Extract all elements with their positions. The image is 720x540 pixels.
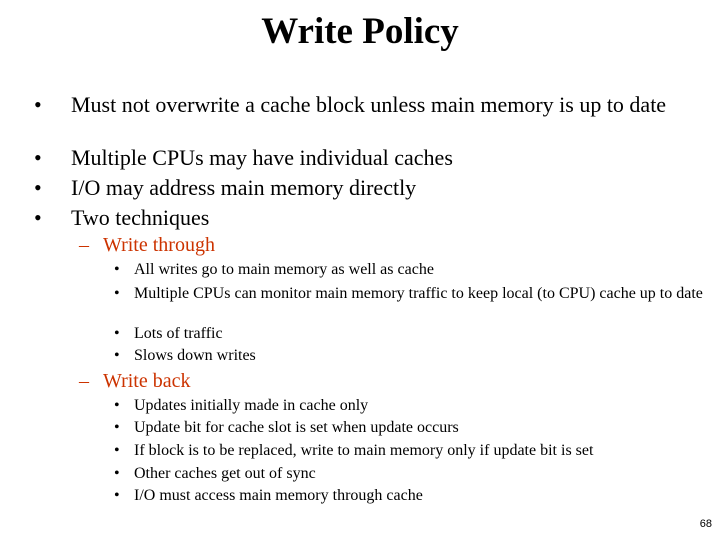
technique-write-through: [79, 233, 215, 257]
sub-bullet-text: Slows down writes: [134, 347, 256, 364]
dash-icon: –: [79, 370, 89, 392]
bullet-icon: •: [34, 145, 42, 170]
bullet-icon: •: [34, 92, 42, 117]
bullet-icon: •: [114, 261, 120, 278]
sub-bullet-text: Updates initially made in cache only: [134, 397, 369, 414]
bullet-icon: •: [114, 487, 120, 504]
bullet-icon: •: [114, 442, 120, 459]
bullet-icon: •: [114, 285, 120, 302]
bullet-icon: •: [114, 347, 120, 364]
sub-bullet-text: Lots of traffic: [134, 325, 223, 342]
sub-bullet-item: [114, 486, 714, 506]
sub-bullet-item: [114, 260, 714, 280]
sub-bullet-item: [114, 396, 714, 416]
dash-icon: –: [79, 234, 89, 256]
sub-bullet-item: [114, 441, 714, 461]
bullet-icon: •: [114, 465, 120, 482]
sub-bullet-text: Other caches get out of sync: [134, 465, 316, 482]
technique-write-back: [79, 369, 190, 393]
bullet-icon: •: [114, 419, 120, 436]
bullet-icon: •: [114, 325, 120, 342]
slide-title: Write Policy: [261, 11, 459, 52]
technique-label: Write back: [103, 370, 191, 392]
technique-label: Write through: [103, 234, 215, 256]
bullet-item: [34, 146, 720, 169]
bullet-item: [34, 176, 720, 199]
bullet-item: [34, 93, 720, 116]
bullet-text: I/O may address main memory directly: [71, 175, 417, 200]
bullet-text: Must not overwrite a cache block unless main memory is up to date: [71, 92, 667, 117]
bullet-icon: •: [34, 205, 42, 230]
bullet-icon: •: [34, 175, 42, 200]
sub-bullet-text: I/O must access main memory through cache: [134, 487, 423, 504]
bullet-text: Two techniques: [71, 205, 210, 230]
sub-bullet-item: [114, 324, 714, 344]
sub-bullet-item: [114, 346, 714, 366]
bullet-icon: •: [114, 397, 120, 414]
bullet-text: Multiple CPUs may have individual caches: [71, 145, 453, 170]
sub-bullet-item: [114, 284, 714, 304]
sub-bullet-item: [114, 464, 714, 484]
sub-bullet-text: Multiple CPUs can monitor main memory traffic to keep local (to CPU) cache up to date: [134, 285, 703, 302]
page-number: 68: [699, 518, 712, 530]
sub-bullet-text: All writes go to main memory as well as cache: [134, 261, 434, 278]
sub-bullet-text: If block is to be replaced, write to main memory only if update bit is set: [134, 442, 594, 459]
bullet-item: [34, 206, 720, 229]
sub-bullet-item: [114, 418, 714, 438]
sub-bullet-text: Update bit for cache slot is set when update occurs: [134, 419, 459, 436]
